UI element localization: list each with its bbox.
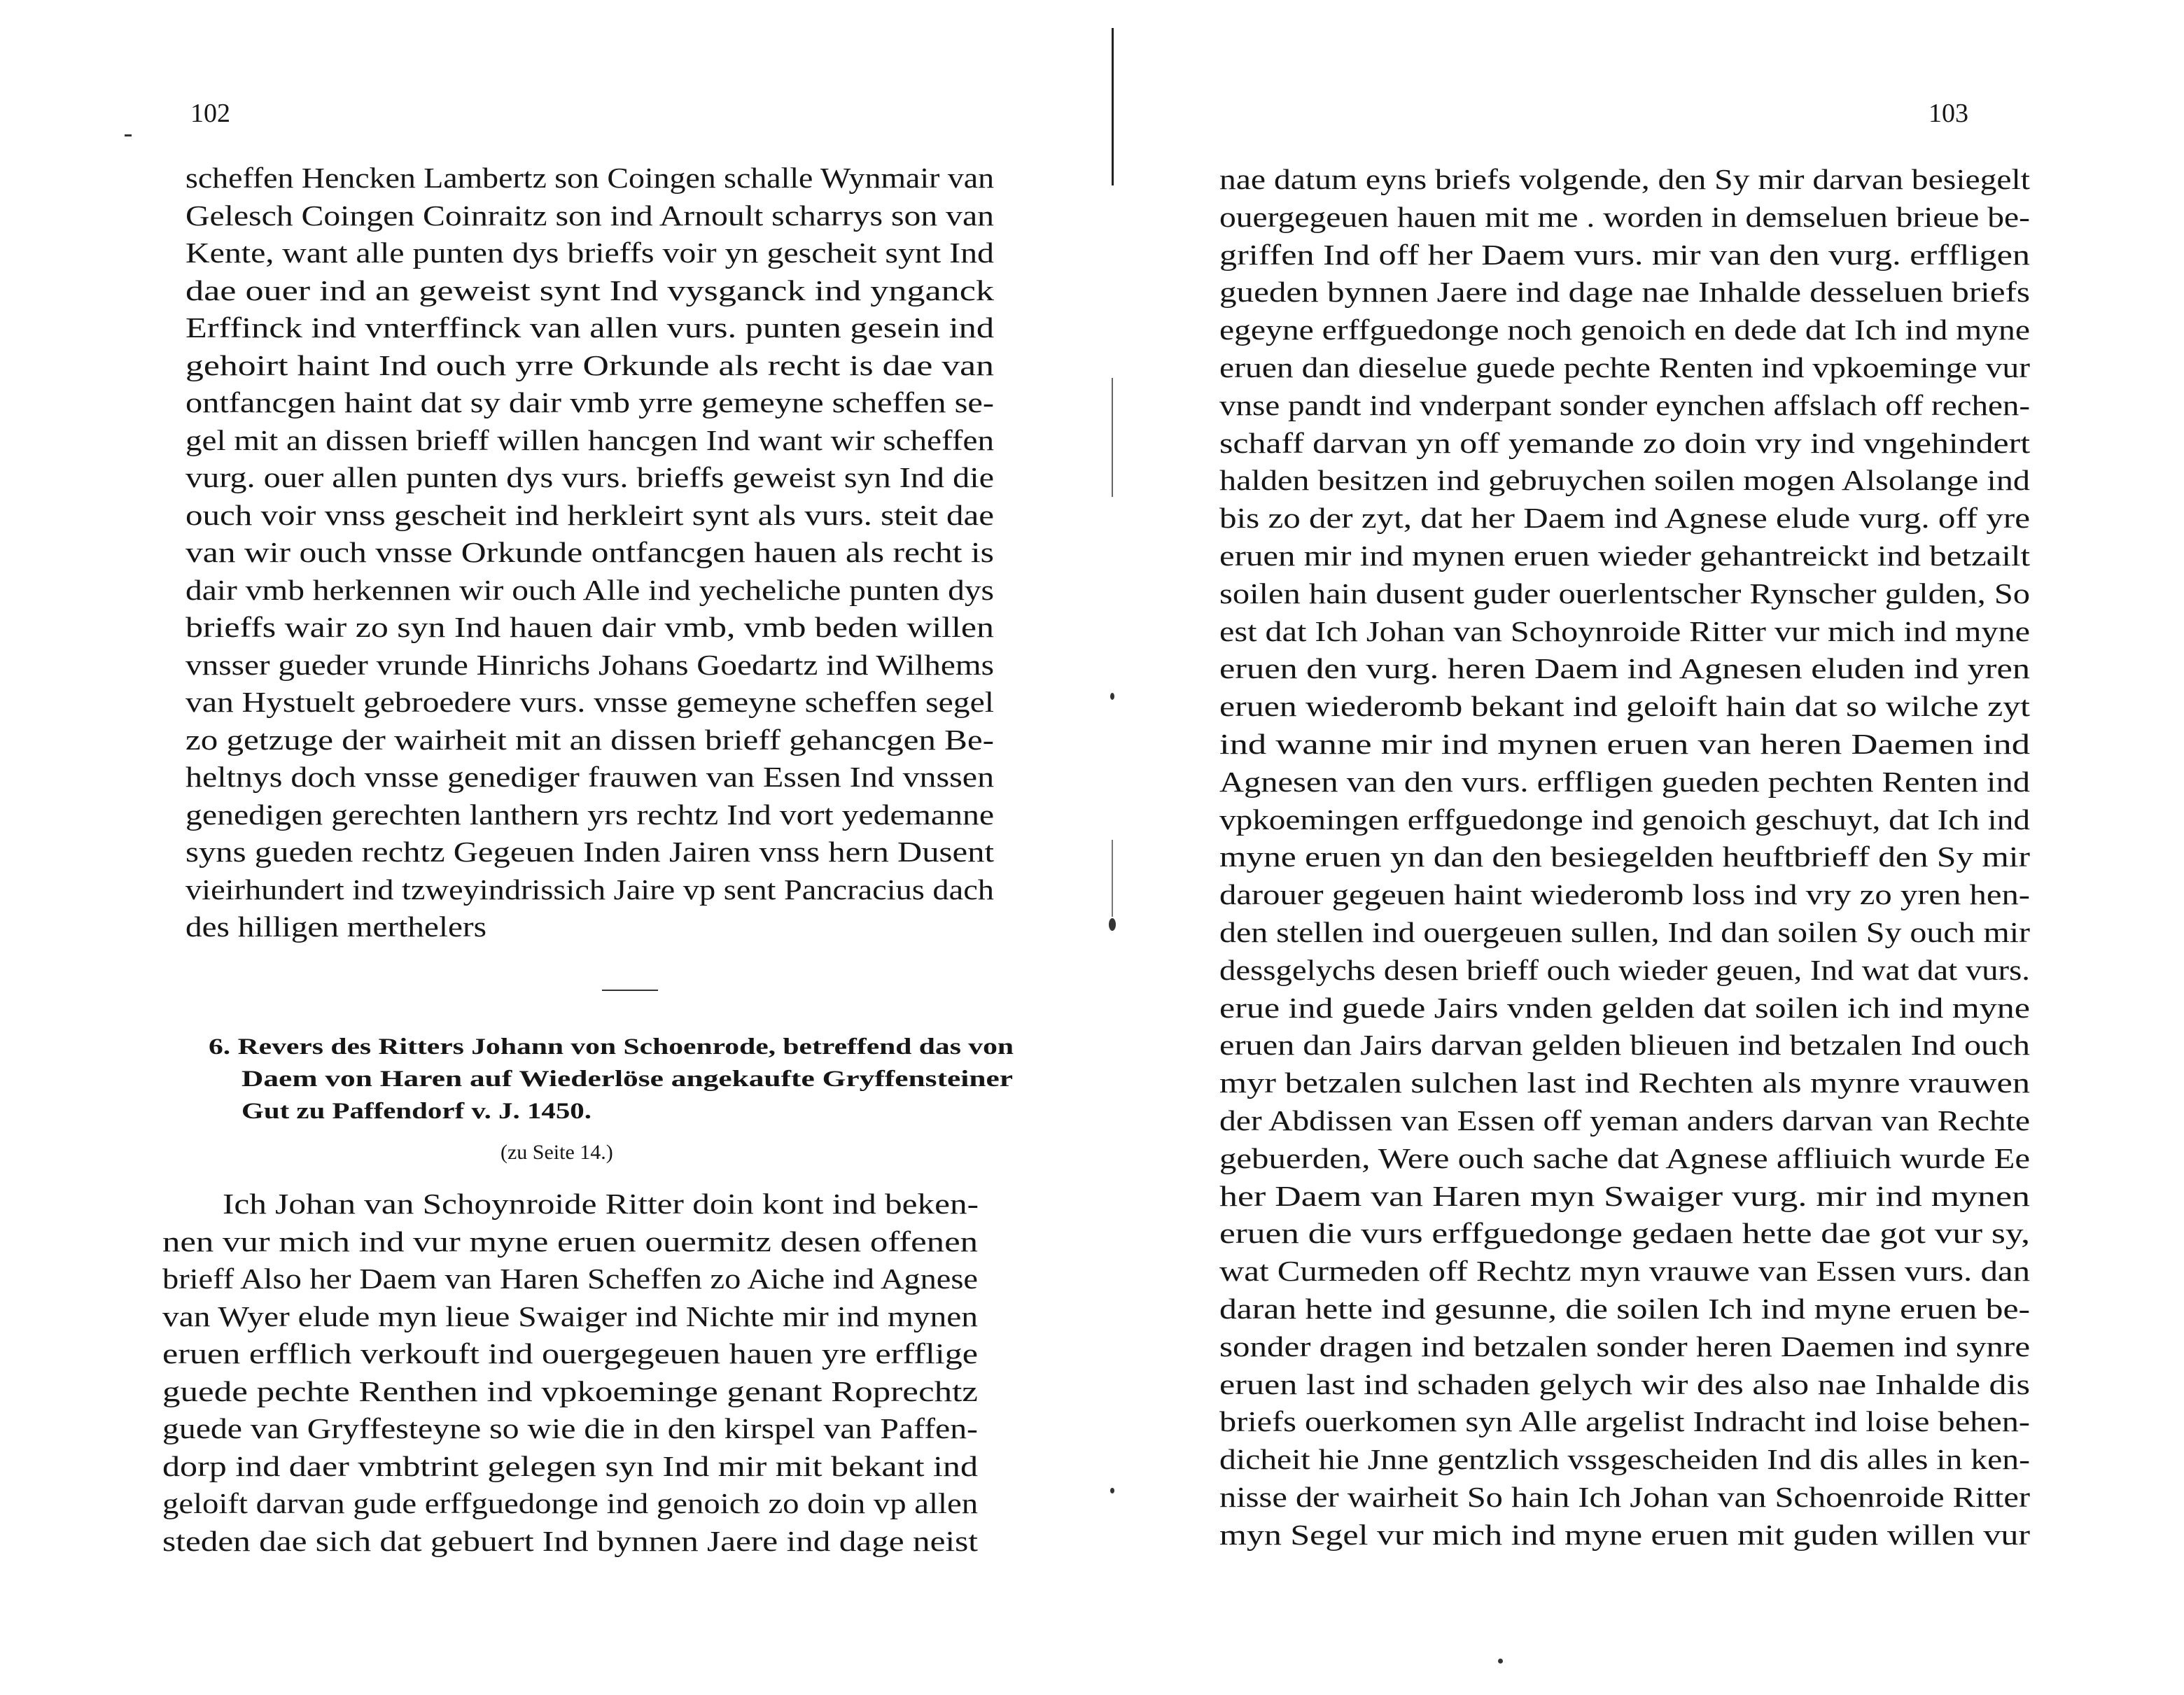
heading-line: Gut zu Paffendorf v. J. 1450. [241,1099,592,1124]
body-line: eruen mir ind mynen eruen wieder gehantreickt ind betzailt [1219,540,2031,572]
body-line: gebuerden, Were ouch sache dat Agnese affliuich wurde Ee [1219,1141,2030,1174]
right-page [1092,0,2184,1695]
body-line: ouergegeuen hauen mit me . worden in demseluen brieue be- [1219,200,2030,233]
body-line: sonder dragen ind betzalen sonder heren Daemen ind synre [1219,1330,2031,1363]
body-line: dae ouer ind an geweist synt Ind vysganck ind ynganck [186,274,995,307]
body-line: Ich Johan van Schoynroide Ritter doin kont ind beken- [223,1188,979,1220]
page-number-left: 102 [190,99,230,128]
body-line: Gelesch Coingen Coinraitz son ind Arnoult scharrys son van [186,199,995,232]
body-line: nisse der wairheit So hain Ich Johan van Schoenroide Ritter [1219,1481,2030,1513]
body-line: syns gueden rechtz Gegeuen Inden Jairen vnss hern Dusent [186,836,995,868]
body-line: scheffen Hencken Lambertz son Coingen schalle Wynmair van [186,162,995,194]
body-line: nae datum eyns briefs volgende, den Sy mir darvan besiegelt [1219,163,2030,195]
body-line: vnse pandt ind vnderpant sonder eynchen affslach off rechen- [1219,388,2031,421]
body-line: wat Curmeden off Rechtz myn vrauwe van Essen vurs. dan [1219,1255,2031,1288]
body-line: ind wanne mir ind mynen eruen van heren Daemen ind [1219,728,2030,760]
heading-line: Daem von Haren auf Wiederlöse angekaufte Gryffensteiner [241,1067,1014,1092]
page-number-right: 103 [1928,99,1968,128]
body-line: des hilligen merthelers [186,910,486,943]
body-line: griffen Ind off her Daem vurs. mir van den vurg. erffligen [1219,238,2030,271]
body-line: est dat Ich Johan van Schoynroide Ritter vur mich ind myne [1219,614,2031,647]
body-line: halden besitzen ind gebruychen soilen mogen Alsolange ind [1219,464,2030,497]
scan-mark [125,134,132,136]
body-line: guede pechte Renthen ind vpkoeminge genant Roprechtz [162,1374,978,1407]
body-line: vnsser gueder vrunde Hinrichs Johans Goedartz ind Wilhems [186,648,994,681]
body-line: daran hette ind gesunne, die soilen Ich ind myne eruen be- [1219,1293,2030,1325]
body-line: van wir ouch vnsse Orkunde ontfancgen hauen als recht is [186,536,994,568]
body-line: Erffinck ind vnterffinck van allen vurs. punten gesein ind [186,311,995,344]
body-line: dair vmb herkennen wir ouch Alle ind yecheliche punten dys [186,573,994,606]
body-line: Kente, want alle punten dys brieffs voir yn gescheit synt Ind [186,237,995,269]
body-line: van Wyer elude myn lieue Swaiger ind Nichte mir ind mynen [162,1300,978,1332]
body-line: ouch voir vnss gescheit ind herkleirt synt als vurs. steit dae [186,498,994,531]
body-line: vieirhundert ind tzweyindrissich Jaire vp sent Pancracius dach [186,873,994,906]
body-line: erue ind guede Jairs vnden gelden dat soilen ich ind myne [1219,991,2031,1024]
body-line: brieff Also her Daem van Haren Scheffen zo Aiche ind Agnese [162,1263,979,1295]
body-line: Agnesen van den vurs. erffligen gueden pechten Renten ind [1219,765,2030,798]
body-line: brieffs wair zo syn Ind hauen dair vmb, vmb beden willen [186,611,994,643]
body-line: vpkoemingen erffguedonge ind genoich geschuyt, dat Ich ind [1219,803,2031,836]
body-line: myr betzalen sulchen last ind Rechten als mynre vrauwen [1219,1067,2030,1099]
body-line: der Abdissen van Essen off yeman anders darvan van Rechte [1219,1104,2030,1137]
body-line: eruen erfflich verkouft ind ouergegeuen hauen yre erfflige [162,1337,979,1370]
body-line: geloift darvan gude erffguedonge ind genoich zo doin vp allen [162,1487,979,1519]
section-reference: (zu Seite 14.) [500,1141,613,1164]
body-line: eruen den vurg. heren Daem ind Agnesen eluden ind yren [1219,652,2031,685]
body-line: gehoirt haint Ind ouch yrre Orkunde als recht is dae van [186,349,995,381]
body-line: vurg. ouer allen punten dys vurs. brieffs geweist syn Ind die [186,461,995,493]
body-line: myne eruen yn dan den besiegelden heuftbrieff den Sy mir [1219,841,2030,873]
body-line: eruen dan Jairs darvan gelden blieuen ind betzalen Ind ouch [1219,1029,2030,1062]
body-line: dessgelychs desen brieff ouch wieder geuen, Ind wat dat vurs. [1219,953,2030,986]
body-line: bis zo der zyt, dat her Daem ind Agnese elude vurg. off yre [1219,502,2030,535]
body-line: zo getzuge der wairheit mit an dissen brieff gehancgen Be- [186,723,994,756]
body-line: eruen last ind schaden gelych wir des also nae Inhalde dis [1219,1367,2031,1400]
body-line: briefs ouerkomen syn Alle argelist Indracht ind loise behen- [1219,1405,2030,1438]
body-line: guede van Gryffesteyne so wie die in den kirspel van Paffen- [162,1412,978,1444]
body-line: eruen die vurs erffguedonge gedaen hette dae got vur sy, [1219,1217,2030,1250]
body-line: eruen wiederomb bekant ind geloift hain dat so wilche zyt [1219,690,2031,723]
body-line: steden dae sich dat gebuert Ind bynnen Jaere ind dage neist [162,1524,978,1557]
body-line: gueden bynnen Jaere ind dage nae Inhalde desseluen briefs [1219,276,2031,309]
body-line: gel mit an dissen brieff willen hancgen Ind want wir scheffen [186,423,995,456]
body-line: dorp ind daer vmbtrint gelegen syn Ind mir mit bekant ind [162,1449,978,1482]
body-line: genedigen gerechten lanthern yrs rechtz Ind vort yedemanne [186,798,995,831]
body-line: heltnys doch vnsse genediger frauwen van Essen Ind vnssen [186,761,995,793]
body-line: den stellen ind ouergeuen sullen, Ind dan soilen Sy ouch mir [1219,916,2031,948]
heading-line: 6. Revers des Ritters Johann von Schoenrode, betreffend das von [209,1034,1014,1060]
body-line: ontfancgen haint dat sy dair vmb yrre gemeyne scheffen se- [186,386,994,419]
body-line: schaff darvan yn off yemande zo doin vry ind vngehindert [1219,426,2031,459]
body-line: van Hystuelt gebroedere vurs. vnsse gemeyne scheffen segel [186,686,994,718]
body-line: dicheit hie Jnne gentzlich vssgescheiden Ind dis alles in ken- [1219,1443,2030,1476]
body-line: nen vur mich ind vur myne eruen ouermitz desen offenen [162,1225,979,1258]
body-line: soilen hain dusent guder ouerlentscher Rynscher gulden, So [1219,577,2030,610]
section-divider [602,990,658,991]
body-line: egeyne erffguedonge noch genoich en dede dat Ich ind myne [1219,314,2030,346]
body-line: darouer gegeuen haint wiederomb loss ind vry zo yren hen- [1219,878,2030,911]
body-line: her Daem van Haren myn Swaiger vurg. mir ind mynen [1219,1179,2030,1212]
body-line: myn Segel vur mich ind myne eruen mit guden willen vur [1219,1518,2031,1551]
body-line: eruen dan dieselue guede pechte Renten ind vpkoeminge vur [1219,351,2030,384]
